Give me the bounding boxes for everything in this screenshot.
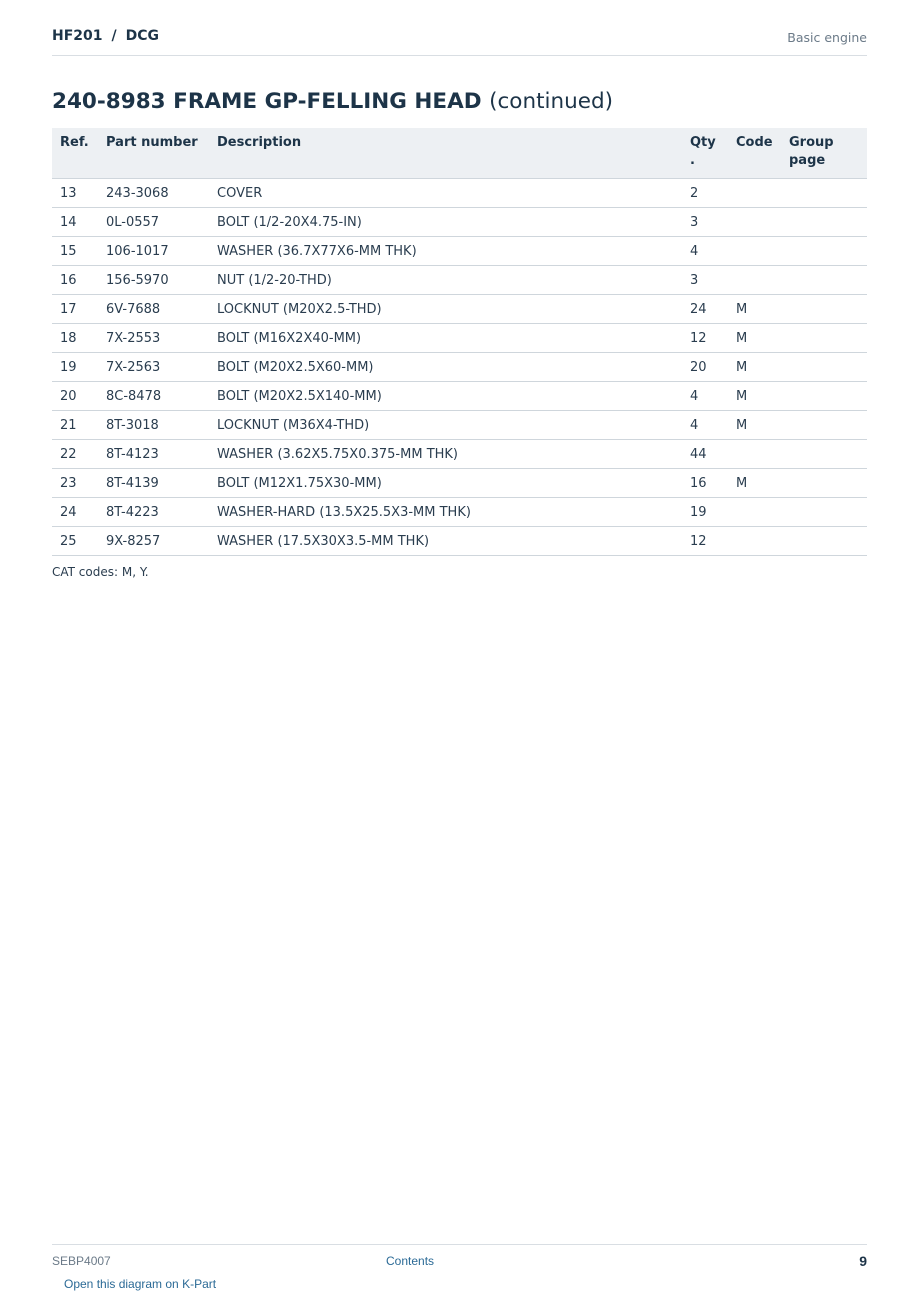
table-header-row bbox=[52, 128, 867, 179]
column-header-qty-line1: Qty bbox=[690, 135, 716, 150]
breadcrumb-variant: DCG bbox=[125, 28, 160, 44]
page-number: 9 bbox=[859, 1253, 867, 1269]
table-row bbox=[52, 411, 867, 440]
contents-link[interactable]: Contents bbox=[386, 1254, 435, 1268]
cell-qty: 16 bbox=[682, 469, 728, 498]
table-row bbox=[52, 266, 867, 295]
cell-qty: 19 bbox=[682, 498, 728, 527]
table-row bbox=[52, 324, 867, 353]
cell-code bbox=[728, 237, 781, 266]
cell-part-number: 9X-8257 bbox=[98, 527, 209, 556]
cell-code: M bbox=[728, 411, 781, 440]
cell-code bbox=[728, 440, 781, 469]
cell-description: NUT (1/2-20-THD) bbox=[209, 266, 682, 295]
column-header-group-page bbox=[781, 128, 867, 179]
cell-description: WASHER-HARD (13.5X25.5X3-MM THK) bbox=[209, 498, 682, 527]
cell-code: M bbox=[728, 382, 781, 411]
cell-ref: 14 bbox=[52, 208, 98, 237]
column-header-part-number: Part number bbox=[98, 128, 209, 179]
cell-code bbox=[728, 208, 781, 237]
cell-group-page bbox=[781, 266, 867, 295]
cell-group-page bbox=[781, 440, 867, 469]
document-id: SEBP4007 bbox=[52, 1254, 111, 1268]
table-row bbox=[52, 179, 867, 208]
cell-group-page bbox=[781, 295, 867, 324]
parts-table bbox=[52, 128, 867, 556]
page-footer bbox=[52, 1244, 867, 1271]
table-row bbox=[52, 469, 867, 498]
cell-qty: 20 bbox=[682, 353, 728, 382]
breadcrumb-model: HF201 bbox=[52, 28, 103, 44]
cell-ref: 24 bbox=[52, 498, 98, 527]
cell-qty: 12 bbox=[682, 324, 728, 353]
cell-ref: 25 bbox=[52, 527, 98, 556]
cell-part-number: 7X-2563 bbox=[98, 353, 209, 382]
cell-ref: 13 bbox=[52, 179, 98, 208]
page-title-suffix: (continued) bbox=[489, 89, 614, 114]
cell-ref: 22 bbox=[52, 440, 98, 469]
cell-code bbox=[728, 179, 781, 208]
cell-qty: 2 bbox=[682, 179, 728, 208]
cell-part-number: 106-1017 bbox=[98, 237, 209, 266]
cell-code: M bbox=[728, 324, 781, 353]
cell-description: LOCKNUT (M36X4-THD) bbox=[209, 411, 682, 440]
table-row bbox=[52, 295, 867, 324]
cell-group-page bbox=[781, 382, 867, 411]
cell-group-page bbox=[781, 527, 867, 556]
cell-part-number: 8T-4223 bbox=[98, 498, 209, 527]
breadcrumb bbox=[52, 28, 159, 44]
cell-qty: 4 bbox=[682, 382, 728, 411]
table-row bbox=[52, 237, 867, 266]
table-row bbox=[52, 208, 867, 237]
open-on-kpart-link[interactable]: Open this diagram on K-Part bbox=[64, 1277, 217, 1291]
cell-part-number: 8T-3018 bbox=[98, 411, 209, 440]
cell-code: M bbox=[728, 353, 781, 382]
cell-part-number: 7X-2553 bbox=[98, 324, 209, 353]
table-row bbox=[52, 498, 867, 527]
cell-ref: 21 bbox=[52, 411, 98, 440]
cell-code bbox=[728, 498, 781, 527]
breadcrumb-separator: / bbox=[111, 28, 117, 44]
cell-qty: 4 bbox=[682, 237, 728, 266]
cell-group-page bbox=[781, 208, 867, 237]
cell-code: M bbox=[728, 295, 781, 324]
cell-group-page bbox=[781, 498, 867, 527]
cell-description: COVER bbox=[209, 179, 682, 208]
table-row bbox=[52, 527, 867, 556]
cell-group-page bbox=[781, 237, 867, 266]
cell-ref: 18 bbox=[52, 324, 98, 353]
cell-description: BOLT (M12X1.75X30-MM) bbox=[209, 469, 682, 498]
column-header-code: Code bbox=[728, 128, 781, 179]
page-title-main: 240-8983 FRAME GP-FELLING HEAD bbox=[52, 89, 482, 114]
cell-ref: 15 bbox=[52, 237, 98, 266]
cell-code bbox=[728, 527, 781, 556]
cell-ref: 17 bbox=[52, 295, 98, 324]
column-header-description: Description bbox=[209, 128, 682, 179]
cell-part-number: 243-3068 bbox=[98, 179, 209, 208]
cell-description: WASHER (36.7X77X6-MM THK) bbox=[209, 237, 682, 266]
page-header bbox=[52, 28, 867, 56]
cell-part-number: 156-5970 bbox=[98, 266, 209, 295]
cell-part-number: 8T-4123 bbox=[98, 440, 209, 469]
cell-qty: 44 bbox=[682, 440, 728, 469]
section-label: Basic engine bbox=[787, 30, 867, 45]
cell-description: BOLT (M20X2.5X140-MM) bbox=[209, 382, 682, 411]
cell-code bbox=[728, 266, 781, 295]
cell-part-number: 8T-4139 bbox=[98, 469, 209, 498]
cell-group-page bbox=[781, 469, 867, 498]
cell-qty: 3 bbox=[682, 208, 728, 237]
column-header-ref: Ref. bbox=[52, 128, 98, 179]
cell-group-page bbox=[781, 353, 867, 382]
cell-part-number: 0L-0557 bbox=[98, 208, 209, 237]
cell-qty: 24 bbox=[682, 295, 728, 324]
cat-codes-note: CAT codes: M, Y. bbox=[52, 565, 149, 579]
column-header-group-page-line2: page bbox=[789, 153, 826, 168]
cell-ref: 23 bbox=[52, 469, 98, 498]
cell-qty: 3 bbox=[682, 266, 728, 295]
cell-ref: 19 bbox=[52, 353, 98, 382]
cell-group-page bbox=[781, 324, 867, 353]
column-header-group-page-line1: Group bbox=[789, 135, 834, 150]
cell-description: BOLT (M20X2.5X60-MM) bbox=[209, 353, 682, 382]
cell-qty: 4 bbox=[682, 411, 728, 440]
cell-description: WASHER (17.5X30X3.5-MM THK) bbox=[209, 527, 682, 556]
column-header-qty bbox=[682, 128, 728, 179]
table-row bbox=[52, 353, 867, 382]
cell-description: BOLT (M16X2X40-MM) bbox=[209, 324, 682, 353]
cell-code: M bbox=[728, 469, 781, 498]
table-row bbox=[52, 382, 867, 411]
cell-ref: 16 bbox=[52, 266, 98, 295]
cell-description: LOCKNUT (M20X2.5-THD) bbox=[209, 295, 682, 324]
column-header-qty-line2: . bbox=[690, 153, 695, 168]
parts-table-body bbox=[52, 179, 867, 556]
cell-part-number: 8C-8478 bbox=[98, 382, 209, 411]
table-row bbox=[52, 440, 867, 469]
cell-group-page bbox=[781, 411, 867, 440]
cell-description: BOLT (1/2-20X4.75-IN) bbox=[209, 208, 682, 237]
page-title bbox=[52, 89, 613, 114]
cell-ref: 20 bbox=[52, 382, 98, 411]
cell-description: WASHER (3.62X5.75X0.375-MM THK) bbox=[209, 440, 682, 469]
cell-qty: 12 bbox=[682, 527, 728, 556]
cell-group-page bbox=[781, 179, 867, 208]
cell-part-number: 6V-7688 bbox=[98, 295, 209, 324]
